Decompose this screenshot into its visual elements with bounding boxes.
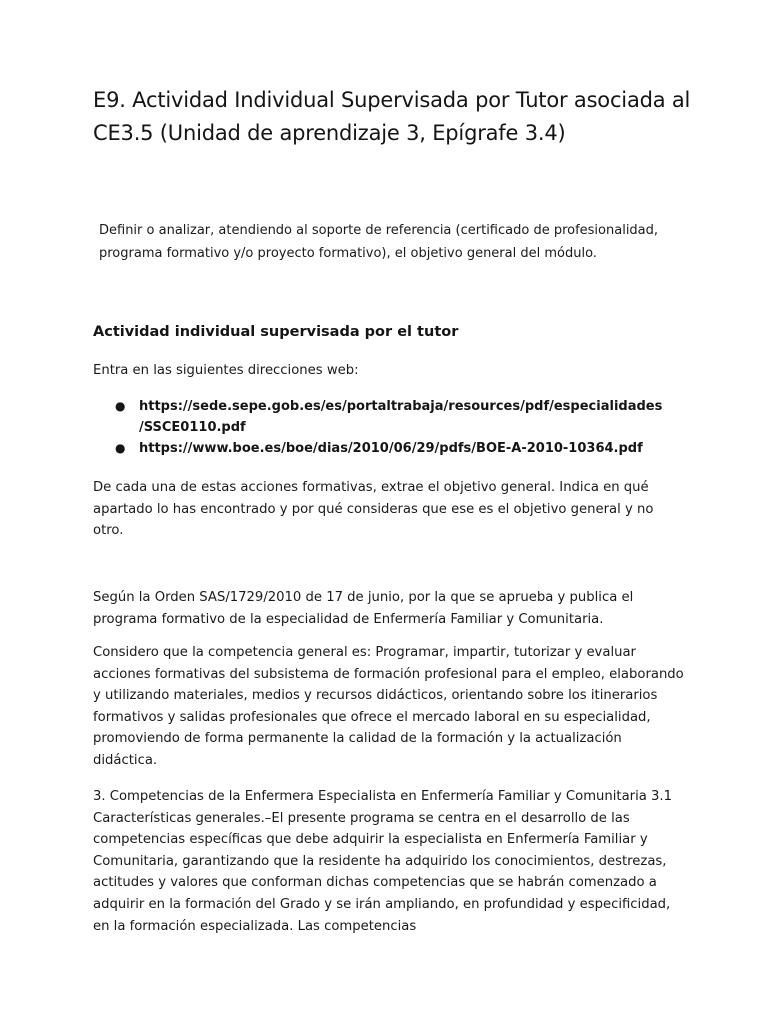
bullet-icon: ●	[115, 441, 126, 455]
list-item	[115, 438, 685, 459]
body-paragraph: 3. Competencias de la Enfermera Especialista en Enfermería Familiar y Comunitaria 3.1 Características generales.–El presente programa se centra en el desarrollo de las competencias específicas que debe adquirir la especialista en Enfermería Familiar y Comunitaria, garantizando que la residente ha adquirido los conocimientos, destrezas, actitudes y valores que conforman dichas competencias que se habrán comenzado a adquirir en la formación del Grado y se irán ampliando, en profundidad y especificidad, en la formación especializada. Las competencias	[93, 789, 672, 934]
bullet-icon: ●	[115, 399, 126, 413]
document-title: E9. Actividad Individual Supervisada por Tutor asociada al CE3.5 (Unidad de aprendizaje 3, Epígrafe 3.4)	[93, 88, 691, 145]
link-list	[115, 396, 685, 459]
section-heading: Actividad individual supervisada por el tutor	[93, 324, 459, 340]
link-line: https://sede.sepe.gob.es/es/portaltrabaja/resources/pdf/especialidades	[139, 399, 663, 414]
task-paragraph: De cada una de estas acciones formativas, extrae el objetivo general. Indica en qué apartado lo has encontrado y por qué consideras que ese es el objetivo general y no otro.	[93, 480, 654, 539]
body-paragraph: Según la Orden SAS/1729/2010 de 17 de junio, por la que se aprueba y publica el programa formativo de la especialidad de Enfermería Familiar y Comunitaria.	[93, 590, 634, 627]
list-item	[115, 396, 685, 438]
intro-paragraph: Definir o analizar, atendiendo al soporte de referencia (certificado de profesionalidad, programa formativo y/o proyecto formativo), el objetivo general del módulo.	[99, 223, 659, 261]
body-paragraph: Considero que la competencia general es: Programar, impartir, tutorizar y evaluar acciones formativas del subsistema de formación profesional para el empleo, elaborando y utilizando materiales, medios y recursos didácticos, orientando sobre los itinerarios formativos y salidas profesionales que ofrece el mercado laboral en su especialidad, promoviendo de forma permanente la calidad de la formación y la actualización didáctica.	[93, 645, 684, 768]
instruction-text: Entra en las siguientes direcciones web:	[93, 363, 359, 378]
web-link-boe[interactable]	[139, 438, 685, 459]
link-line: https://www.boe.es/boe/dias/2010/06/29/pdfs/BOE-A-2010-10364.pdf	[139, 441, 643, 456]
link-line: /SSCE0110.pdf	[139, 420, 246, 435]
web-link-sepe[interactable]	[139, 396, 685, 438]
